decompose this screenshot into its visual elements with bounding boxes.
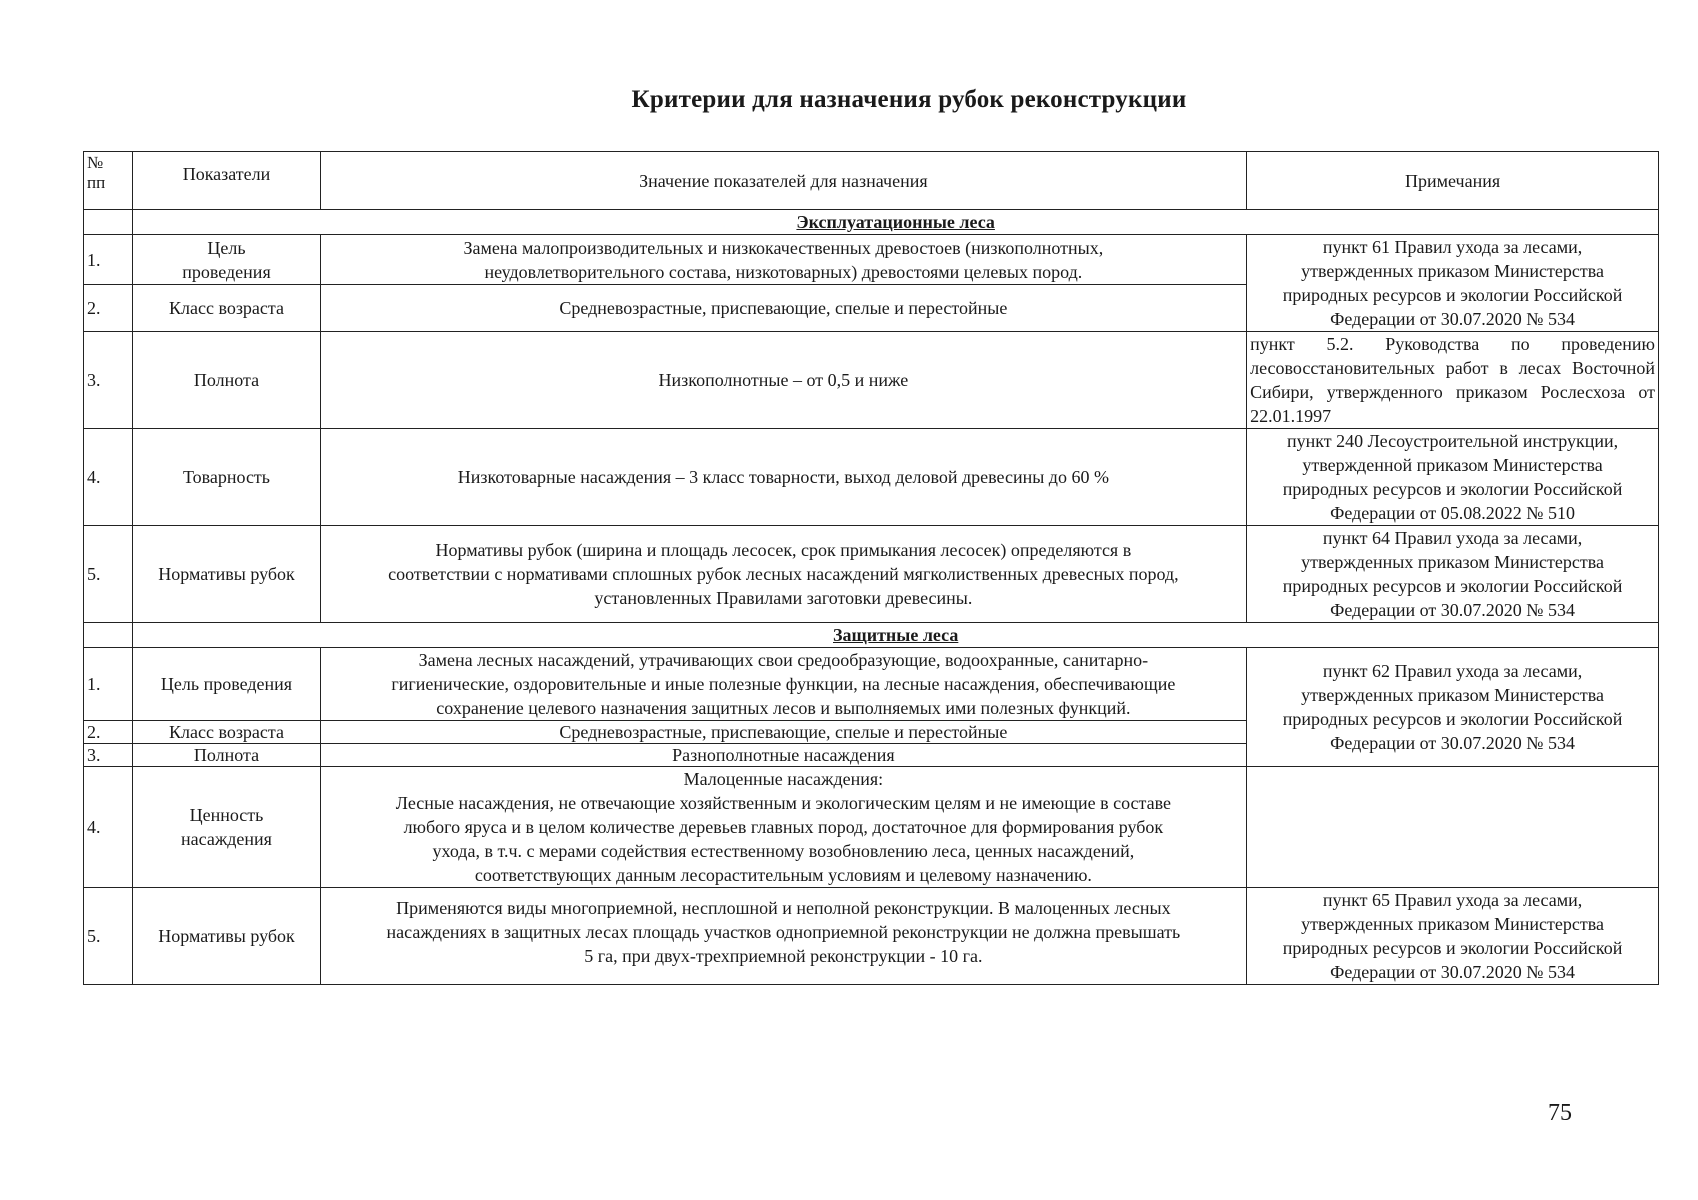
page-number: 75 [1548, 1100, 1572, 1126]
row-value: Малоценные насаждения: Лесные насаждения, не отвечающие хозяйственным и экологическим целям и не имеющие в составе любого яруса и в целом количестве деревьев главных пород, достаточное для формирования рубок ухода, в т.ч. с мерами содействия естественному возобновлению леса, ценных насаждений, соответствующих данным лесорастительным условиям и целевому назначению. [320, 767, 1246, 888]
header-indicator: Показатели [133, 152, 320, 210]
row-indicator: Цель проведения [133, 235, 320, 285]
row-value: Разнополнотные насаждения [320, 744, 1246, 767]
row-indicator: Цель проведения [133, 648, 320, 721]
row-value: Замена малопроизводительных и низкокачественных древостоев (низкополнотных, неудовлетворительного состава, низкотоварных) древостоями целевых пород. [320, 235, 1246, 285]
row-number: 5. [84, 526, 133, 623]
table-row [84, 888, 1659, 985]
row-indicator: Полнота [133, 744, 320, 767]
row-indicator: Нормативы рубок [133, 888, 320, 985]
row-number: 4. [84, 767, 133, 888]
row-value: Нормативы рубок (ширина и площадь лесосек, срок примыкания лесосек) определяются в соответствии с нормативами сплошных рубок лесных насаждений мягколиственных древесных пород, установленных Правилами заготовки древесины. [320, 526, 1246, 623]
row-value: Средневозрастные, приспевающие, спелые и перестойные [320, 721, 1246, 744]
row-indicator: Ценность насаждения [133, 767, 320, 888]
section-title: Защитные леса [133, 623, 1659, 648]
row-note: пункт 64 Правил ухода за лесами, утвержденных приказом Министерства природных ресурсов и экологии Российской Федерации от 30.07.2020 № 534 [1247, 526, 1659, 623]
row-number: 1. [84, 235, 133, 285]
table-row [84, 332, 1659, 429]
row-note [1247, 767, 1659, 888]
document-title: Критерии для назначения рубок реконструкции [631, 86, 1187, 113]
section-title: Эксплуатационные леса [133, 210, 1659, 235]
row-number: 3. [84, 744, 133, 767]
row-note: пункт 62 Правил ухода за лесами, утвержденных приказом Министерства природных ресурсов и экологии Российской Федерации от 30.07.2020 № 534 [1247, 648, 1659, 767]
row-value: Замена лесных насаждений, утрачивающих свои средообразующие, водоохранные, санитарно- гигиенические, оздоровительные и иные полезные функции, на лесные насаждения, обеспечивающие сохранение целевого назначения защитных лесов и выполняемых ими полезных функций. [320, 648, 1246, 721]
row-note: пункт 65 Правил ухода за лесами, утвержденных приказом Министерства природных ресурсов и экологии Российской Федерации от 30.07.2020 № 534 [1247, 888, 1659, 985]
row-note: пункт 61 Правил ухода за лесами, утвержденных приказом Министерства природных ресурсов и экологии Российской Федерации от 30.07.2020 № 534 [1247, 235, 1659, 332]
row-indicator: Полнота [133, 332, 320, 429]
criteria-table [83, 151, 1659, 985]
row-indicator: Нормативы рубок [133, 526, 320, 623]
row-value: Низкотоварные насаждения – 3 класс товарности, выход деловой древесины до 60 % [320, 429, 1246, 526]
row-note: пункт 240 Лесоустроительной инструкции, утвержденной приказом Министерства природных ресурсов и экологии Российской Федерации от 05.08.2022 № 510 [1247, 429, 1659, 526]
row-value: Низкополнотные – от 0,5 и ниже [320, 332, 1246, 429]
header-note: Примечания [1247, 152, 1659, 210]
row-indicator: Класс возраста [133, 721, 320, 744]
row-indicator: Класс возраста [133, 285, 320, 332]
row-number: 3. [84, 332, 133, 429]
row-indicator: Товарность [133, 429, 320, 526]
row-number: 4. [84, 429, 133, 526]
header-num: № пп [84, 152, 133, 210]
row-value: Применяются виды многоприемной, несплошной и неполной реконструкции. В малоценных лесных насаждениях в защитных лесах площадь участков одноприемной реконструкции не должна превышать 5 га, при двух-трехприемной реконструкции - 10 га. [320, 888, 1246, 985]
table-row [84, 648, 1659, 721]
row-number: 1. [84, 648, 133, 721]
row-value: Средневозрастные, приспевающие, спелые и перестойные [320, 285, 1246, 332]
table-row [84, 526, 1659, 623]
table-header-row [84, 152, 1659, 210]
row-number: 2. [84, 285, 133, 332]
table-row [84, 767, 1659, 888]
table-row [84, 429, 1659, 526]
row-note: пункт 5.2. Руководства по проведению лесовосстановительных работ в лесах Восточной Сибири, утвержденного приказом Рослесхоза от 22.01.1997 [1247, 332, 1659, 429]
table-row [84, 235, 1659, 285]
section-heading-row [84, 210, 1659, 235]
row-number: 5. [84, 888, 133, 985]
header-value: Значение показателей для назначения [320, 152, 1246, 210]
section-heading-row [84, 623, 1659, 648]
row-number: 2. [84, 721, 133, 744]
